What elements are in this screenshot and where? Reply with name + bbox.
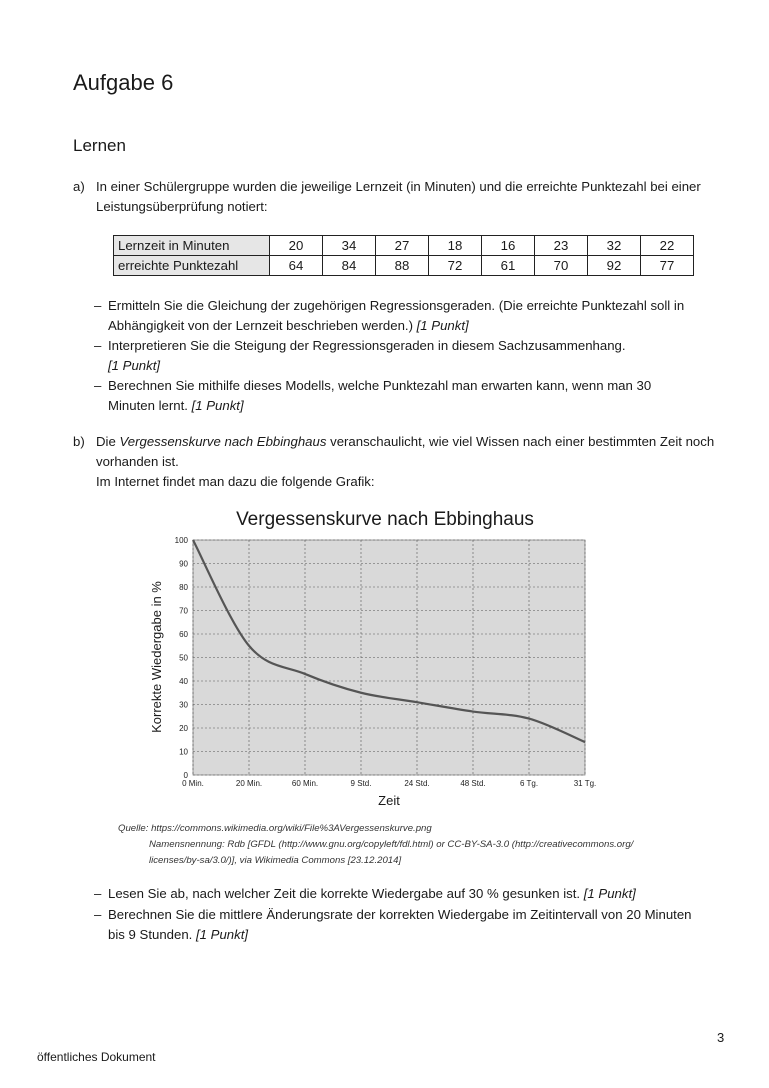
- points-label: [1 Punkt]: [191, 398, 244, 413]
- bullet-dash: –: [94, 886, 102, 901]
- x-tick-label: 20 Min.: [235, 779, 263, 788]
- part-a-label: a): [73, 179, 85, 194]
- bullet-dash: –: [94, 338, 102, 353]
- y-tick-label: 60: [179, 630, 188, 639]
- chart-title: Vergessenskurve nach Ebbinghaus: [236, 509, 534, 530]
- y-tick-label: 100: [174, 536, 188, 545]
- source-line: Namensnennung: Rdb [GFDL (http://www.gnu.org/copyleft/fdl.html) or CC-BY-SA-3.0 (http://creativecommons.org/: [149, 839, 634, 850]
- part-b-intro: Die Vergessenskurve nach Ebbinghaus veranschaulicht, wie viel Wissen nach einer bestimmten Zeit noch vorhanden ist. Im Internet findet man dazu die folgende Grafik:: [96, 434, 715, 489]
- task-text: Lesen Sie ab, nach welcher Zeit die korrekte Wiedergabe auf 30 % gesunken ist. [1 Punkt]: [108, 886, 636, 901]
- x-tick-label: 31 Tg.: [573, 779, 597, 788]
- task-item: [94, 905, 704, 945]
- x-tick-labels: [182, 779, 596, 788]
- table-cell: 64: [270, 256, 323, 276]
- y-tick-label: 70: [179, 606, 188, 616]
- table-cell: 22: [641, 236, 694, 256]
- x-tick-label: 9 Std.: [350, 779, 372, 788]
- task-text: Berechnen Sie die mittlere Änderungsrate der korrekten Wiedergabe im Zeitintervall von 20 Minuten bis 9 Stunden. [1 Punkt]: [108, 907, 692, 942]
- y-tick-label: 40: [179, 677, 188, 686]
- points-label: [1 Punkt]: [108, 358, 161, 373]
- x-tick-label: 0 Min.: [182, 779, 204, 788]
- table-row: [114, 236, 694, 256]
- footer-note: öffentliches Dokument: [37, 1050, 156, 1064]
- x-axis-label: Zeit: [378, 793, 400, 808]
- task-item: [94, 376, 704, 416]
- emphasis-text: Vergessenskurve nach Ebbinghaus: [119, 434, 327, 449]
- part-b-intro2: Im Internet findet man dazu die folgende Grafik:: [96, 474, 375, 489]
- task-text: Interpretieren Sie die Steigung der Regressionsgeraden in diesem Sachzusammenhang. [1 Punkt]: [108, 338, 626, 373]
- table-cell: 88: [376, 256, 429, 276]
- x-tick-label: 24 Std.: [404, 779, 430, 788]
- x-tick-label: 60 Min.: [291, 779, 319, 788]
- page-title: Aufgabe 6: [73, 70, 174, 95]
- task-item: [94, 884, 714, 904]
- bullet-dash: –: [94, 298, 102, 313]
- y-tick-label: 30: [179, 700, 188, 710]
- part-b-label: b): [73, 434, 85, 449]
- table-row-header: erreichte Punktezahl: [114, 256, 270, 276]
- y-tick-label: 10: [179, 747, 188, 757]
- table-cell: 77: [641, 256, 694, 276]
- table-row-header: Lernzeit in Minuten: [114, 236, 270, 256]
- table-cell: 16: [482, 236, 535, 256]
- y-tick-label: 80: [179, 583, 188, 592]
- table-cell: 61: [482, 256, 535, 276]
- y-tick-label: 50: [179, 653, 188, 663]
- page-number: 3: [717, 1030, 725, 1045]
- y-tick-label: 0: [183, 771, 188, 780]
- bullet-dash: –: [94, 907, 102, 922]
- table-cell: 18: [429, 236, 482, 256]
- task-text: Ermitteln Sie die Gleichung der zugehörigen Regressionsgeraden. (Die erreichte Punktezahl soll in Abhängigkeit von der Lernzeit beschrieben werden.) [1 Punkt]: [108, 298, 685, 333]
- task-item: [94, 336, 704, 376]
- data-table: [113, 235, 694, 276]
- table-cell: 70: [535, 256, 588, 276]
- table-cell: 23: [535, 236, 588, 256]
- source-line: licenses/by-sa/3.0/)], via Wikimedia Commons [23.12.2014]: [149, 855, 402, 866]
- table-cell: 92: [588, 256, 641, 276]
- table-cell: 34: [323, 236, 376, 256]
- section-heading: Lernen: [73, 136, 126, 155]
- points-label: [1 Punkt]: [583, 886, 636, 901]
- table-row: [114, 256, 694, 276]
- y-axis-label: Korrekte Wiedergabe in %: [149, 581, 164, 733]
- x-tick-label: 6 Tg.: [519, 779, 539, 788]
- part-a-intro: In einer Schülergruppe wurden die jeweilige Lernzeit (in Minuten) und die erreichte Punktezahl bei einer Leistungsüberprüfung notiert:: [96, 179, 701, 214]
- y-tick-label: 90: [179, 559, 188, 569]
- task-text: Berechnen Sie mithilfe dieses Modells, welche Punktezahl man erwarten kann, wenn man 30 Minuten lernt. [1 Punkt]: [108, 378, 652, 413]
- forgetting-curve-chart: [140, 500, 620, 820]
- task-item: [94, 296, 704, 336]
- table-cell: 20: [270, 236, 323, 256]
- source-line: Quelle: https://commons.wikimedia.org/wiki/File%3AVergessenskurve.png: [118, 823, 432, 834]
- y-tick-labels: [175, 536, 189, 780]
- table-cell: 32: [588, 236, 641, 256]
- bullet-dash: –: [94, 378, 102, 393]
- y-tick-label: 20: [179, 724, 188, 733]
- points-label: [1 Punkt]: [196, 927, 249, 942]
- points-label: [1 Punkt]: [416, 318, 469, 333]
- x-tick-label: 48 Std.: [460, 779, 486, 788]
- table-cell: 72: [429, 256, 482, 276]
- table-cell: 27: [376, 236, 429, 256]
- table-cell: 84: [323, 256, 376, 276]
